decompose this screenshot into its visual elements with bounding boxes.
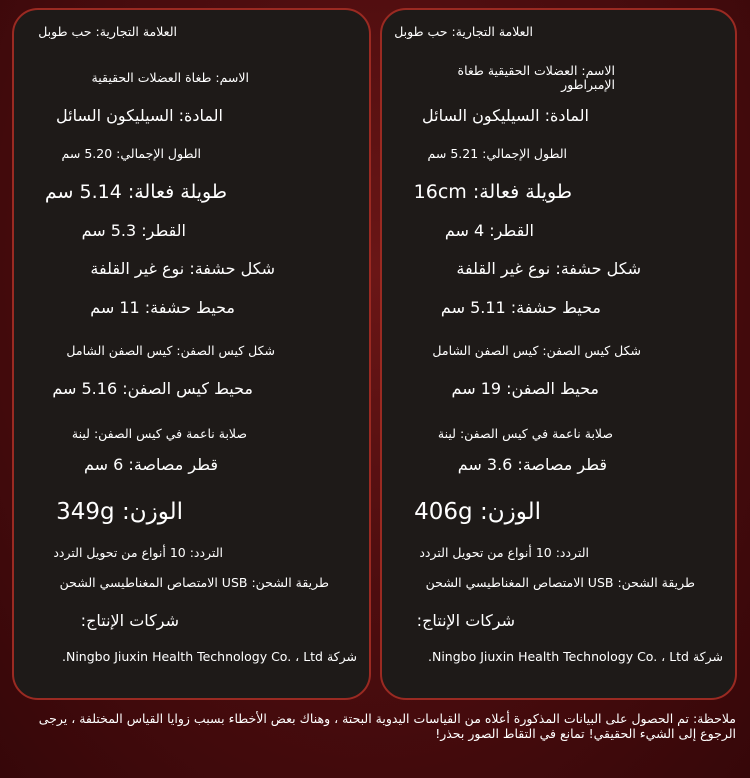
- glans-circumference-text: محيط حشفة: 11 سم: [90, 298, 235, 317]
- weight-text: الوزن: 406g: [414, 499, 541, 525]
- effective-length-text: طويلة فعالة: 5.14 سم: [44, 181, 227, 203]
- spec-card-left: [12, 8, 371, 700]
- frequency-text: التردد: 10 أنواع من تحويل التردد: [53, 545, 223, 560]
- charging-text: طريقة الشحن: USB الامتصاص المغناطيسي الشحن: [425, 575, 695, 590]
- scrotum-shape-text: شكل كيس الصفن: كيس الصفن الشامل: [432, 343, 641, 358]
- scrotum-shape-text: شكل كيس الصفن: كيس الصفن الشامل: [66, 343, 275, 358]
- total-length-text: الطول الإجمالي: 5.21 سم: [427, 146, 567, 161]
- glans-circumference-text: محيط حشفة: 5.11 سم: [440, 298, 601, 317]
- suction-diameter-text: قطر مصاصة: 3.6 سم: [457, 455, 607, 474]
- charging-text: طريقة الشحن: USB الامتصاص المغناطيسي الشحن: [59, 575, 329, 590]
- total-length-text: الطول الإجمالي: 5.20 سم: [61, 146, 201, 161]
- manufacturers-title: شركات الإنتاج:: [80, 611, 179, 630]
- brand-text: العلامة التجارية: حب طوبل: [38, 24, 177, 39]
- diameter-text: القطر: 4 سم: [444, 221, 534, 240]
- brand-text: العلامة التجارية: حب طوبل: [394, 24, 533, 39]
- name-text: الاسم: طغاة العضلات الحقيقية: [91, 70, 249, 85]
- manufacturers-title: شركات الإنتاج:: [416, 611, 515, 630]
- effective-length-text: طويلة فعالة: 16cm: [413, 181, 572, 203]
- scrotum-softness-text: صلابة ناعمة في كيس الصفن: لينة: [437, 426, 613, 441]
- disclaimer-note: ملاحظة: تم الحصول على البيانات المذكورة أعلاه من القياسات اليدوية البحتة ، وهناك بعض الأخطاء بسبب زوايا القياس المختلفة ، يرجى الرجوع إلى الشيء الحقيقي! تمانع في التقاط الصور بحذر!: [38, 711, 736, 741]
- manufacturer-text: شركة Ningbo Jiuxin Health Technology Co. ، Ltd.: [62, 649, 357, 664]
- scrotum-circumference-text: محيط كيس الصفن: 5.16 سم: [52, 379, 253, 398]
- scrotum-softness-text: صلابة ناعمة في كيس الصفن: لينة: [71, 426, 247, 441]
- weight-text: الوزن: 349g: [56, 499, 183, 525]
- material-text: المادة: السيليكون السائل: [422, 106, 589, 125]
- frequency-text: التردد: 10 أنواع من تحويل التردد: [419, 545, 589, 560]
- spec-card-right: [380, 8, 737, 700]
- diameter-text: القطر: 5.3 سم: [81, 221, 186, 240]
- glans-shape-text: شكل حشفة: نوع غير القلفة: [456, 259, 641, 278]
- material-text: المادة: السيليكون السائل: [56, 106, 223, 125]
- scrotum-circumference-text: محيط الصفن: 19 سم: [451, 379, 599, 398]
- suction-diameter-text: قطر مصاصة: 6 سم: [84, 455, 218, 474]
- name-text: الاسم: العضلات الحقيقية طغاة الإمبراطور: [457, 63, 615, 93]
- manufacturer-text: شركة Ningbo Jiuxin Health Technology Co. ، Ltd.: [428, 649, 723, 664]
- glans-shape-text: شكل حشفة: نوع غير القلفة: [90, 259, 275, 278]
